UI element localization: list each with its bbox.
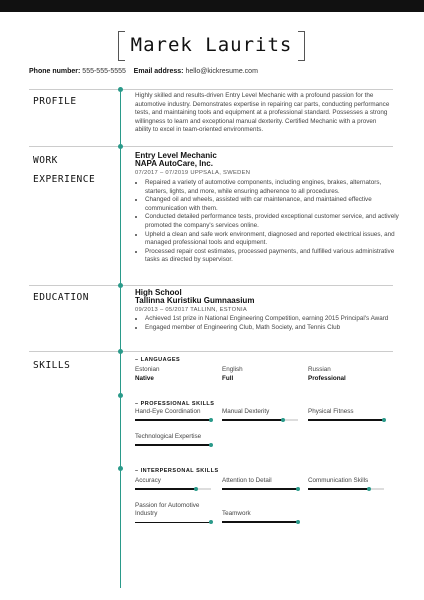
skill-item bbox=[222, 510, 298, 523]
skill-item bbox=[308, 408, 384, 421]
name-header bbox=[118, 31, 305, 61]
skill-bar bbox=[135, 522, 211, 524]
work-title-line2: EXPERIENCE bbox=[33, 174, 96, 185]
skill-name: Accuracy bbox=[135, 477, 161, 484]
timeline-line bbox=[120, 89, 121, 588]
skill-bar-knob bbox=[281, 418, 285, 422]
skill-name: Physical Fitness bbox=[308, 408, 354, 415]
phone-label: Phone number: bbox=[29, 68, 81, 75]
list-item: • Conducted detailed performance tests, provided exceptional customer service, and actively promoted the company's services online. bbox=[145, 213, 403, 230]
list-item: • Upheld a clean and safe work environment, diagnosed and reported electrical issues, and managed professional tools and equipment. bbox=[145, 231, 403, 248]
skill-bar-fill bbox=[308, 419, 384, 421]
list-item: • Changed oil and wheels, assisted with car maintenance, and maintained effective communication with them. bbox=[145, 196, 403, 213]
skill-bar-knob bbox=[209, 520, 213, 524]
job-bullets bbox=[135, 179, 403, 265]
skill-bar-fill bbox=[135, 419, 211, 421]
list-item: • Processed repair cost estimates, processed payments, and fulfilled various administrative tasks as directed by supervisor. bbox=[145, 248, 403, 265]
skill-bar-fill bbox=[308, 488, 369, 490]
skill-name: Manual Dexterity bbox=[222, 408, 270, 415]
skill-bar bbox=[135, 488, 211, 490]
skill-bar-knob bbox=[296, 520, 300, 524]
timeline-dot bbox=[118, 87, 123, 92]
education-bullets bbox=[135, 315, 403, 332]
school: Tallinna Kuristiku Gumnaasium bbox=[135, 296, 255, 305]
skill-bar-fill bbox=[222, 419, 283, 421]
skill-bar-knob bbox=[367, 487, 371, 491]
skill-bar-fill bbox=[222, 488, 298, 490]
skill-bar bbox=[308, 488, 384, 490]
section-title-profile: PROFILE bbox=[33, 96, 77, 107]
work-title-line1: WORK bbox=[33, 155, 58, 166]
divider bbox=[29, 351, 393, 352]
email-value: hello@kickresume.com bbox=[185, 68, 258, 75]
language-name: Estonian bbox=[135, 366, 160, 373]
skill-bar-knob bbox=[194, 487, 198, 491]
job-meta: 07/2017 – 07/2019 UPPSALA, SWEDEN bbox=[135, 170, 251, 176]
education-meta: 09/2013 – 05/2017 TALLINN, ESTONIA bbox=[135, 307, 248, 313]
language-level: Full bbox=[222, 374, 234, 382]
language-item bbox=[135, 366, 160, 383]
list-item: • Achieved 1st prize in National Engineering Competition, earning 2015 Principal's Award bbox=[145, 315, 403, 324]
language-name: Russian bbox=[308, 366, 331, 373]
section-title-education: EDUCATION bbox=[33, 292, 89, 303]
list-item: • Engaged member of Engineering Club, Math Society, and Tennis Club bbox=[145, 324, 403, 333]
list-item: • Repaired a variety of automotive components, including engines, brakes, alternators, starters, lights, and more, while ensuring adherence to all procedures. bbox=[145, 179, 403, 196]
skill-bar bbox=[222, 521, 298, 523]
skill-bar-knob bbox=[296, 487, 300, 491]
skill-bar-knob bbox=[382, 418, 386, 422]
divider bbox=[29, 89, 393, 90]
skill-bar bbox=[135, 444, 211, 446]
timeline-dot bbox=[118, 349, 123, 354]
skill-name: Attention to Detail bbox=[222, 477, 272, 484]
languages-heading: – LANGUAGES bbox=[135, 357, 181, 363]
profile-text: Highly skilled and results-driven Entry Level Mechanic with a profound passion for the automotive industry. Demonstrates expertise in repairing car parts, conducting performance tests, and maintaining tools and equipment at a professional standard. Possesses a strong willingness to learn and exceptional manual dexterity. Certified Mechanic with a proven ability to excel in team-oriented environments. bbox=[135, 92, 390, 134]
section-title-skills: SKILLS bbox=[33, 360, 71, 371]
divider bbox=[29, 285, 393, 286]
job-title: Entry Level Mechanic bbox=[135, 151, 217, 160]
top-bar bbox=[0, 0, 424, 12]
skill-bar-fill bbox=[222, 521, 298, 523]
skill-bar-fill bbox=[135, 522, 211, 524]
timeline-dot bbox=[118, 144, 123, 149]
skill-bar-fill bbox=[135, 444, 211, 446]
skill-name: Hand-Eye Coordination bbox=[135, 408, 201, 415]
skill-name: Teamwork bbox=[222, 510, 251, 517]
skill-item bbox=[135, 433, 211, 446]
skill-item bbox=[308, 477, 384, 490]
language-item bbox=[308, 366, 346, 383]
interpersonal-skills-heading: – INTERPERSONAL SKILLS bbox=[135, 468, 219, 474]
skill-name: Technological Expertise bbox=[135, 433, 202, 440]
section-title-work bbox=[33, 151, 95, 189]
skill-item bbox=[135, 502, 211, 523]
timeline-dot bbox=[118, 466, 123, 471]
skill-bar bbox=[222, 488, 298, 490]
skill-bar bbox=[308, 419, 384, 421]
skill-name: Passion for Automotive Industry bbox=[135, 502, 200, 518]
skill-bar-fill bbox=[135, 488, 196, 490]
skill-bar-knob bbox=[209, 418, 213, 422]
job-company: NAPA AutoCare, Inc. bbox=[135, 159, 213, 168]
email-label: Email address: bbox=[133, 68, 184, 75]
skill-bar bbox=[135, 419, 211, 421]
skill-name: Communication Skills bbox=[308, 477, 369, 484]
timeline-dot bbox=[118, 283, 123, 288]
skill-bar bbox=[222, 419, 298, 421]
professional-skills-heading: – PROFESSIONAL SKILLS bbox=[135, 401, 215, 407]
skill-item bbox=[222, 477, 298, 490]
language-level: Native bbox=[135, 374, 154, 382]
language-name: English bbox=[222, 366, 243, 373]
skill-item bbox=[135, 477, 211, 490]
timeline-dot bbox=[118, 393, 123, 398]
skill-item bbox=[222, 408, 298, 421]
language-item bbox=[222, 366, 243, 383]
phone-value: 555-555-5555 bbox=[82, 68, 126, 75]
candidate-name: Marek Laurits bbox=[130, 34, 293, 56]
divider bbox=[29, 146, 393, 147]
skill-bar-knob bbox=[209, 443, 213, 447]
skill-item bbox=[135, 408, 211, 421]
contact-line bbox=[29, 68, 258, 75]
degree: High School bbox=[135, 288, 182, 297]
language-level: Professional bbox=[308, 374, 346, 382]
